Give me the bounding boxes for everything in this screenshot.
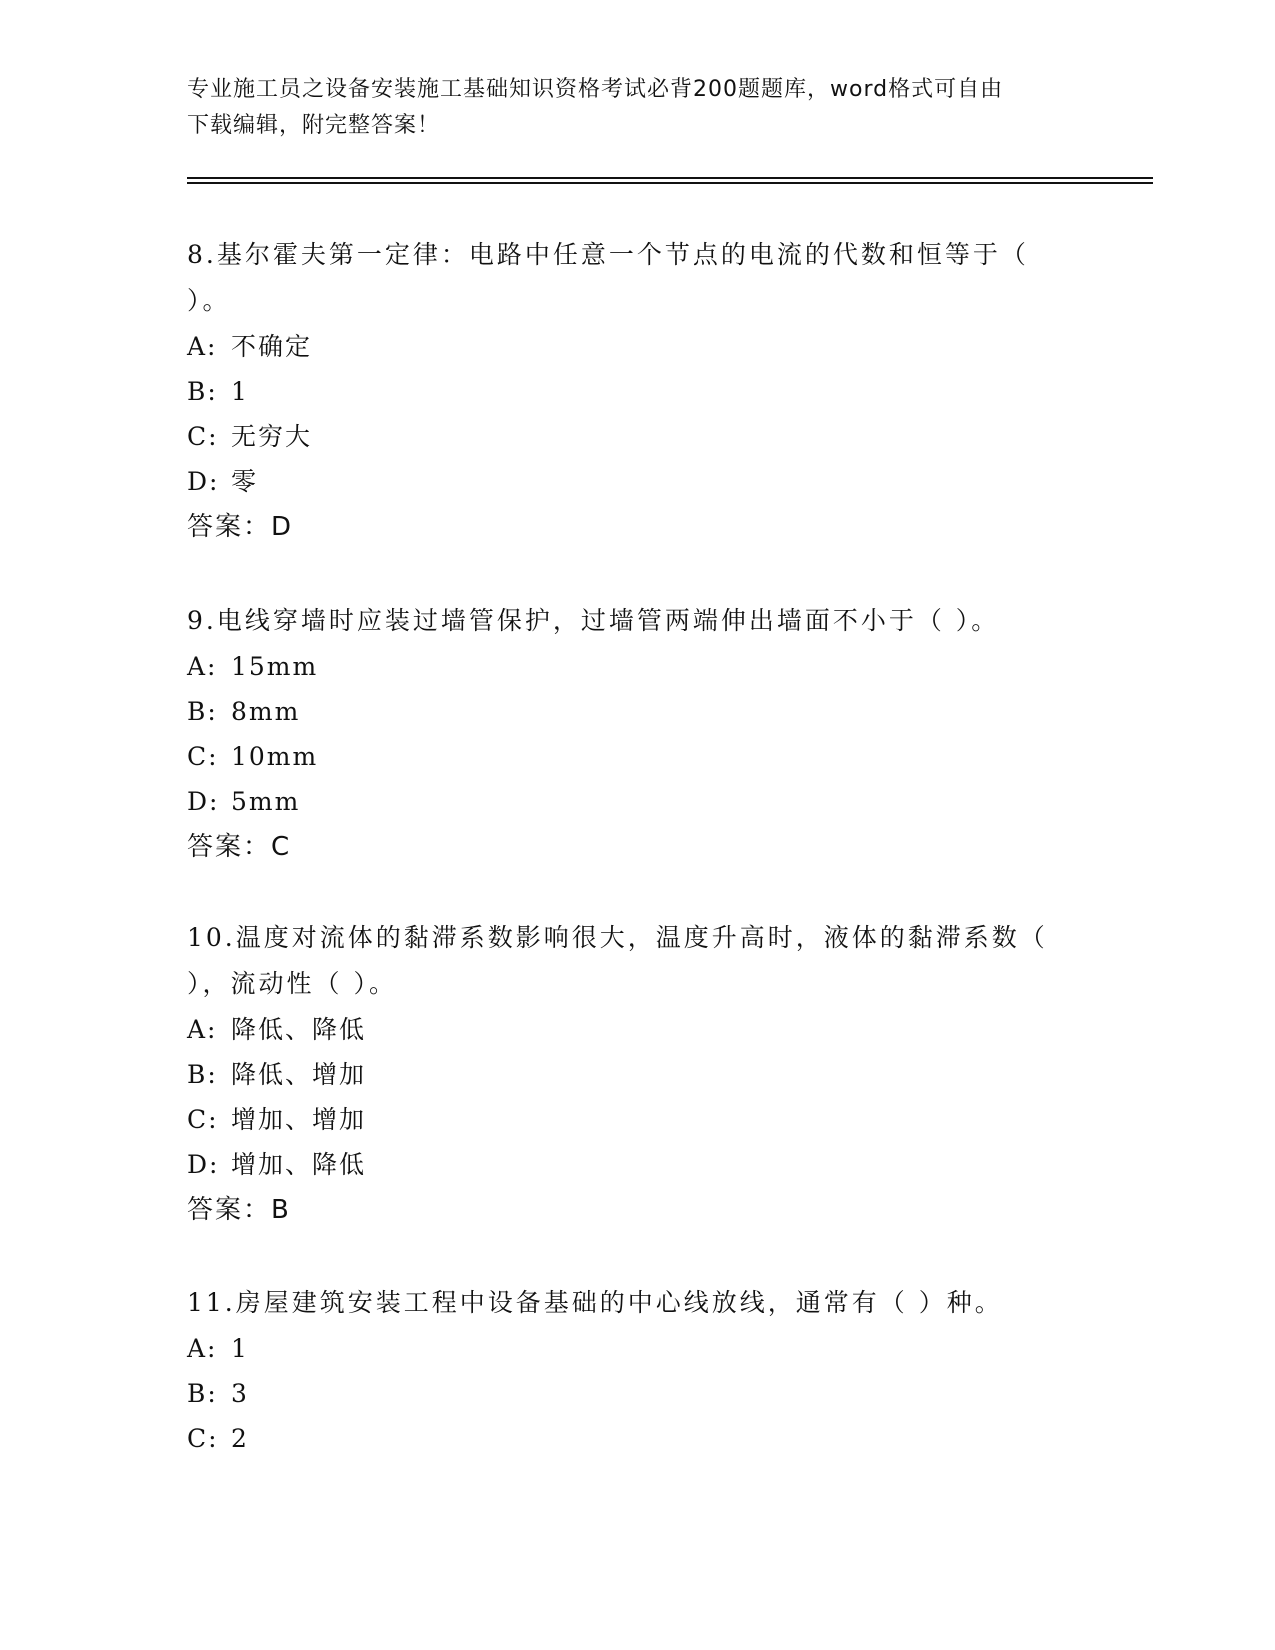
question-stem: 10.温度对流体的黏滞系数影响很大，温度升高时，液体的黏滞系数（	[187, 923, 1048, 952]
option-letter: D:	[187, 467, 220, 496]
option-c	[187, 1097, 1087, 1142]
answer-label: 答案：	[187, 832, 272, 862]
header-line-2: 下载编辑，附完整答案！	[187, 113, 441, 138]
option-text: 1	[231, 1334, 249, 1363]
option-letter: C:	[187, 742, 219, 771]
option-letter: A:	[187, 652, 218, 681]
question-9	[187, 598, 1087, 870]
option-text: 降低、降低	[231, 1015, 367, 1044]
option-text: 2	[231, 1424, 249, 1453]
option-letter: D:	[187, 1150, 220, 1179]
option-text: 无穷大	[231, 422, 313, 451]
answer-line	[187, 1187, 1087, 1233]
option-text: 零	[231, 467, 259, 496]
option-letter: C:	[187, 422, 219, 451]
answer-value: D	[271, 512, 294, 542]
header-line-1: 专业施工员之设备安装施工基础知识资格考试必背200题题库，word格式可自由	[187, 77, 1004, 102]
question-stem-continued: ）。	[187, 286, 231, 315]
option-b	[187, 1371, 1087, 1416]
answer-label: 答案：	[187, 512, 272, 542]
option-letter: C:	[187, 1105, 219, 1134]
header-divider-bottom	[187, 182, 1153, 184]
option-c	[187, 1416, 1087, 1461]
answer-label: 答案：	[187, 1195, 272, 1225]
option-c	[187, 414, 1087, 459]
question-stem: 9.电线穿墙时应装过墙管保护，过墙管两端伸出墙面不小于（ ）。	[187, 606, 1000, 635]
option-text: 增加、降低	[231, 1150, 367, 1179]
option-letter: C:	[187, 1424, 219, 1453]
question-11	[187, 1280, 1087, 1461]
option-text: 不确定	[231, 332, 313, 361]
option-text: 增加、增加	[231, 1105, 367, 1134]
option-a	[187, 1007, 1087, 1052]
option-letter: B:	[187, 697, 218, 726]
option-a	[187, 324, 1087, 369]
question-stem-continued: ），流动性（ ）。	[187, 969, 397, 998]
option-letter: A:	[187, 1334, 218, 1363]
document-header	[187, 72, 1087, 144]
answer-value: B	[271, 1195, 291, 1225]
option-text: 降低、增加	[231, 1060, 367, 1089]
option-text: 8mm	[231, 697, 301, 726]
option-text: 5mm	[231, 787, 301, 816]
question-8	[187, 232, 1087, 550]
option-text: 15mm	[231, 652, 319, 681]
option-text: 1	[231, 377, 249, 406]
question-10	[187, 915, 1087, 1233]
option-c	[187, 734, 1087, 779]
question-stem: 11.房屋建筑安装工程中设备基础的中心线放线，通常有（ ）种。	[187, 1288, 1003, 1317]
option-a	[187, 644, 1087, 689]
header-divider-top	[187, 177, 1153, 179]
option-letter: A:	[187, 332, 218, 361]
answer-line	[187, 504, 1087, 550]
option-a	[187, 1326, 1087, 1371]
option-letter: B:	[187, 1060, 218, 1089]
option-text: 3	[231, 1379, 249, 1408]
option-d	[187, 779, 1087, 824]
option-b	[187, 1052, 1087, 1097]
option-letter: B:	[187, 377, 218, 406]
option-d	[187, 1142, 1087, 1187]
answer-line	[187, 824, 1087, 870]
option-letter: A:	[187, 1015, 218, 1044]
option-letter: D:	[187, 787, 220, 816]
option-letter: B:	[187, 1379, 218, 1408]
question-stem: 8.基尔霍夫第一定律：电路中任意一个节点的电流的代数和恒等于（	[187, 240, 1029, 269]
option-b	[187, 369, 1087, 414]
option-d	[187, 459, 1087, 504]
option-text: 10mm	[231, 742, 319, 771]
answer-value: C	[271, 832, 292, 862]
option-b	[187, 689, 1087, 734]
